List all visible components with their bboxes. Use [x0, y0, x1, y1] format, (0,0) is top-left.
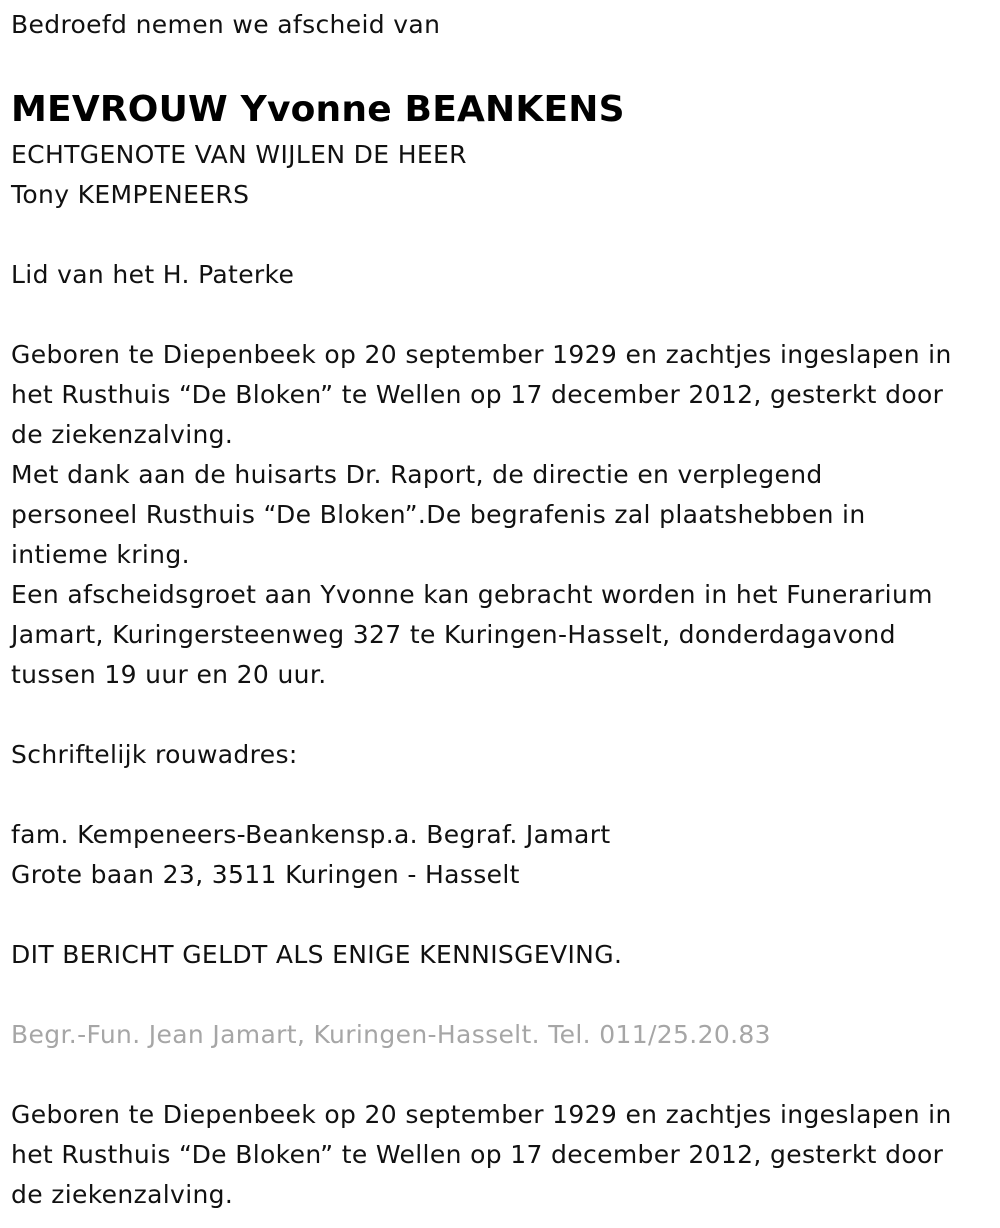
paragraph-line: de ziekenzalving.	[11, 420, 234, 449]
spacer	[11, 295, 986, 335]
notice-text: DIT BERICHT GELDT ALS ENIGE KENNISGEVING.	[11, 940, 623, 969]
spouse-name: Tony KEMPENEERS	[11, 180, 250, 209]
membership-text: Lid van het H. Paterke	[11, 260, 295, 289]
paragraph-line: Geboren te Diepenbeek op 20 september 1929 en zachtjes ingeslapen in	[11, 1100, 952, 1129]
paragraph-line: Geboren te Diepenbeek op 20 september 1929 en zachtjes ingeslapen in	[11, 340, 952, 369]
intro-text: Bedroefd nemen we afscheid van	[11, 10, 441, 39]
paragraph-line: het Rusthuis “De Bloken” te Wellen op 17 december 2012, gesterkt door	[11, 1140, 944, 1169]
paragraph-line: de ziekenzalving.	[11, 1180, 234, 1209]
farewell-paragraph	[11, 575, 986, 695]
deceased-name: MEVROUW Yvonne BEANKENS	[11, 89, 625, 130]
spouse-title: ECHTGENOTE VAN WIJLEN DE HEER	[11, 140, 467, 169]
paragraph-line: Een afscheidsgroet aan Yvonne kan gebracht worden in het Funerarium	[11, 580, 933, 609]
funeral-home-credit: Begr.-Fun. Jean Jamart, Kuringen-Hasselt. Tel. 011/25.20.83	[11, 1020, 771, 1049]
birth-paragraph	[11, 335, 986, 455]
address-line: Grote baan 23, 3511 Kuringen - Hasselt	[11, 860, 520, 889]
paragraph-line: personeel Rusthuis “De Bloken”.De begrafenis zal plaatshebben in	[11, 500, 866, 529]
paragraph-line: tussen 19 uur en 20 uur.	[11, 660, 327, 689]
paragraph-line: Met dank aan de huisarts Dr. Raport, de directie en verplegend	[11, 460, 823, 489]
address-line: fam. Kempeneers-Beankensp.a. Begraf. Jamart	[11, 820, 611, 849]
spacer	[11, 695, 986, 735]
paragraph-line: het Rusthuis “De Bloken” te Wellen op 17 december 2012, gesterkt door	[11, 380, 944, 409]
spacer	[11, 975, 986, 1015]
paragraph-line: Jamart, Kuringersteenweg 327 te Kuringen-Hasselt, donderdagavond	[11, 620, 896, 649]
address-heading: Schriftelijk rouwadres:	[11, 740, 298, 769]
spacer	[11, 775, 986, 815]
spacer	[11, 895, 986, 935]
spacer	[11, 1055, 986, 1095]
spacer	[11, 215, 986, 255]
repeat-paragraph	[11, 1095, 986, 1215]
obituary-document	[11, 0, 986, 1215]
paragraph-line: intieme kring.	[11, 540, 190, 569]
thanks-paragraph	[11, 455, 986, 575]
